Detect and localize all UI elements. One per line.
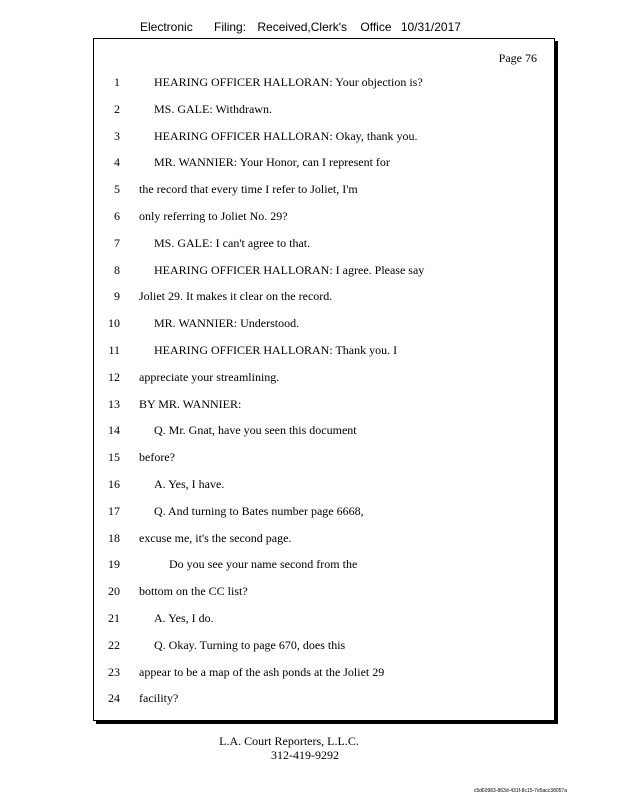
line-text: HEARING OFFICER HALLORAN: Your objection is? (154, 75, 423, 89)
line-text: Q. And turning to Bates number page 6668, (154, 503, 364, 518)
header-received-clerks: Received,Clerk's (257, 20, 348, 34)
line-number: 15 (108, 450, 120, 465)
header-electronic: Electronic (140, 20, 193, 34)
line-number: 7 (114, 235, 120, 250)
line-text: appreciate your streamlining. (139, 369, 280, 384)
line-number: 24 (108, 691, 120, 706)
page-number: Page 76 (498, 51, 537, 65)
line-number: 21 (108, 611, 120, 625)
line-text: Do you see your name second from the (169, 557, 358, 572)
line-text: facility? (139, 691, 179, 706)
footer-phone: 312-419-9292 (271, 748, 339, 762)
line-number: 10 (108, 316, 120, 331)
line-text: Q. Okay. Turning to page 670, does this (154, 637, 346, 652)
line-number: 22 (108, 637, 120, 652)
line-text: A. Yes, I have. (154, 477, 225, 491)
line-text: MS. GALE: I can't agree to that. (154, 235, 311, 250)
line-text: MR. WANNIER: Your Honor, can I represent for (154, 155, 390, 170)
line-text: excuse me, it's the second page. (139, 530, 292, 545)
header-date: 10/31/2017 (400, 20, 461, 34)
line-number: 23 (108, 664, 120, 679)
line-text: Q. Mr. Gnat, have you seen this document (154, 423, 357, 438)
line-text: MR. WANNIER: Understood. (154, 316, 300, 331)
line-number: 17 (108, 503, 120, 518)
line-text: the record that every time I refer to Joliet, I'm (139, 182, 358, 197)
line-number: 2 (114, 101, 120, 116)
line-text: before? (139, 450, 175, 465)
line-text: A. Yes, I do. (154, 611, 214, 625)
line-text: Joliet 29. It makes it clear on the record. (139, 289, 333, 304)
line-number: 6 (114, 209, 120, 223)
line-number: 13 (108, 396, 120, 411)
line-number: 4 (114, 155, 120, 170)
line-text: HEARING OFFICER HALLORAN: Okay, thank you. (154, 128, 418, 143)
line-number: 12 (108, 369, 120, 384)
line-text: HEARING OFFICER HALLORAN: I agree. Please say (154, 262, 425, 277)
transcript-page (93, 38, 555, 721)
filing-stamp-header (140, 20, 461, 34)
line-text: only referring to Joliet No. 29? (139, 209, 288, 223)
line-number: 16 (108, 477, 120, 491)
line-number: 3 (114, 128, 120, 143)
header-filing: Filing: (214, 20, 247, 34)
line-number: 8 (114, 262, 120, 277)
line-text: HEARING OFFICER HALLORAN: Thank you. I (154, 343, 398, 357)
line-number: 18 (108, 530, 120, 545)
line-number: 19 (108, 557, 120, 572)
line-number: 20 (108, 584, 120, 599)
document-id: c5d60983-863d-431f-8c15-7e5acc38057a (473, 788, 567, 794)
line-text: MS. GALE: Withdrawn. (154, 101, 272, 116)
line-number: 14 (108, 423, 120, 438)
header-office: Office (360, 20, 392, 34)
footer-company: L.A. Court Reporters, L.L.C. (219, 734, 359, 748)
line-text: BY MR. WANNIER: (139, 396, 242, 411)
line-text: appear to be a map of the ash ponds at the Joliet 29 (139, 664, 385, 679)
line-number: 5 (114, 182, 120, 197)
line-text: bottom on the CC list? (139, 584, 248, 599)
line-number: 1 (114, 75, 120, 89)
line-number: 9 (114, 289, 120, 304)
line-number: 11 (108, 343, 120, 357)
